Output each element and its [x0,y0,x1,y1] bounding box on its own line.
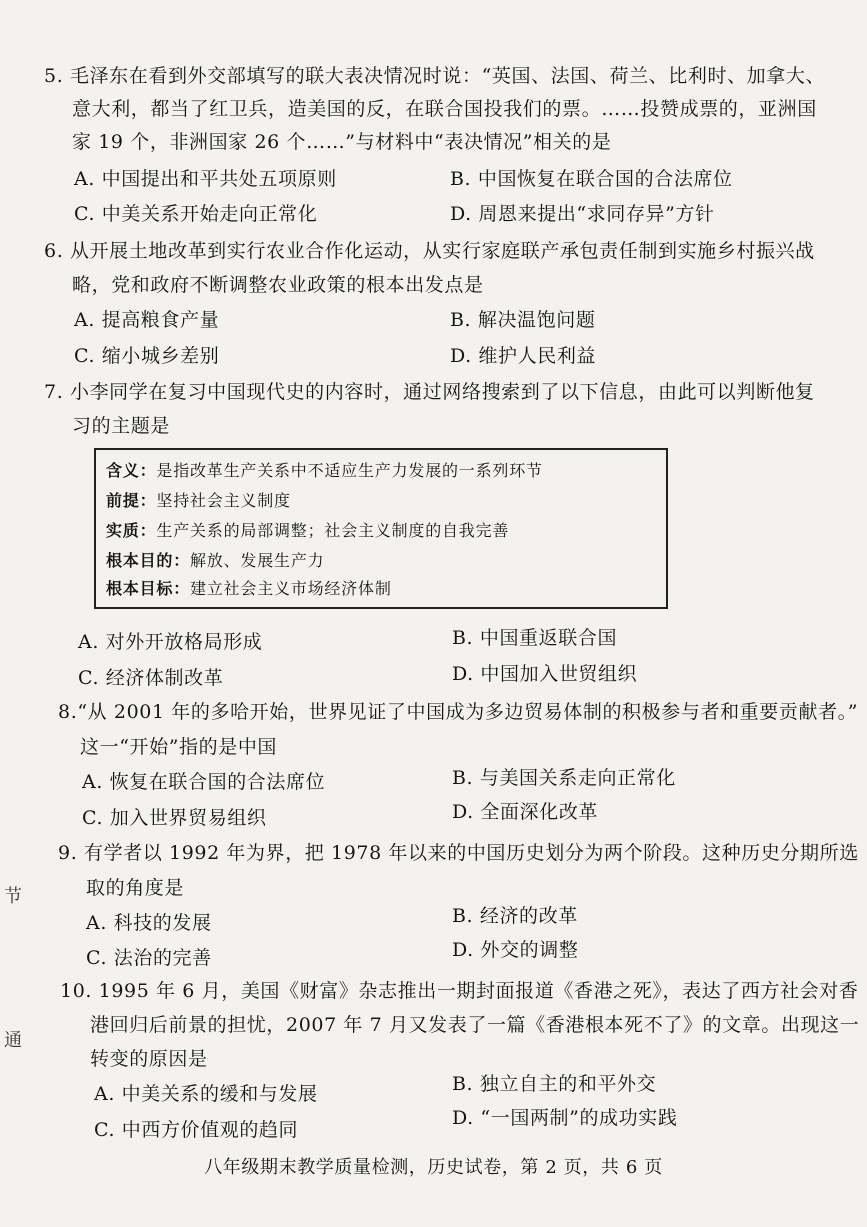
question-5-line-3: 家 19 个，非洲国家 26 个……”与材料中“表决情况”相关的是 [72,131,612,153]
question-8-line-2: 这一“开始”指的是中国 [80,736,278,758]
margin-mark: 通 [4,1030,22,1051]
question-10-option-b: B. 独立自主的和平外交 [452,1073,657,1095]
question-10-line-1: 10. 1995 年 6 月，美国《财富》杂志推出一期封面报道《香港之死》，表达了西方社会对香 [60,980,859,1002]
question-8-option-d: D. 全面深化改革 [452,801,599,823]
info-box-text: 解放、发展生产力 [190,551,325,570]
question-8-line-1: 8.“从 2001 年的多哈开始，世界见证了中国成为多边贸易体制的积极参与者和重要贡献者。” [58,701,859,723]
question-10-option-d: D. “一国两制”的成功实践 [452,1107,678,1129]
question-6-option-c: C. 缩小城乡差别 [74,345,220,367]
info-box-text: 生产关系的局部调整；社会主义制度的自我完善 [156,521,510,540]
question-7-option-c: C. 经济体制改革 [78,667,224,689]
page-footer: 八年级期末教学质量检测，历史试卷，第 2 页，共 6 页 [204,1157,663,1178]
margin-mark: 节 [4,886,22,907]
question-5-option-c: C. 中美关系开始走向正常化 [74,203,318,225]
info-box-text: 建立社会主义市场经济体制 [190,579,392,598]
info-box-row [106,520,509,542]
info-box-text: 是指改革生产关系中不适应生产力发展的一系列环节 [156,461,543,480]
question-7-line-2: 习的主题是 [72,415,171,437]
question-10-line-2: 港回归后前景的担忧，2007 年 7 月又发表了一篇《香港根本死不了》的文章。出现这一 [90,1014,860,1036]
info-box [94,448,668,609]
question-10-option-c: C. 中西方价值观的趋同 [94,1119,299,1141]
question-7-option-d: D. 中国加入世贸组织 [452,663,638,685]
question-5-option-a: A. 中国提出和平共处五项原则 [74,168,337,190]
question-10-line-3: 转变的原因是 [90,1048,208,1070]
question-6-line-2: 略，党和政府不断调整农业政策的根本出发点是 [72,274,484,296]
question-5-option-b: B. 中国恢复在联合国的合法席位 [450,168,733,190]
question-5-line-2: 意大利，都当了红卫兵，造美国的反，在联合国投我们的票。……投赞成票的，亚洲国 [72,98,817,120]
question-5-line-1: 5. 毛泽东在看到外交部填写的联大表决情况时说：“英国、法国、荷兰、比利时、加拿大、 [44,65,826,87]
question-6-option-b: B. 解决温饱问题 [450,309,596,331]
question-9-option-a: A. 科技的发展 [86,912,212,934]
question-6-option-a: A. 提高粮食产量 [74,309,220,331]
info-box-label: 根本目标： [106,579,191,598]
question-9-option-d: D. 外交的调整 [452,939,579,961]
question-9-line-2: 取的角度是 [86,877,185,899]
question-9-option-b: B. 经济的改革 [452,905,578,927]
question-10-option-a: A. 中美关系的缓和与发展 [94,1083,318,1105]
question-8-option-a: A. 恢复在联合国的合法席位 [82,771,326,793]
info-box-label: 实质： [106,521,157,540]
info-box-label: 前提： [106,491,157,510]
question-5-option-d: D. 周恩来提出“求同存异”方针 [450,203,715,225]
question-8-option-b: B. 与美国关系走向正常化 [452,767,676,789]
question-6-option-d: D. 维护人民利益 [450,345,597,367]
info-box-row [106,490,291,512]
question-6-line-1: 6. 从开展土地改革到实行农业合作化运动，从实行家庭联产承包责任制到实施乡村振兴战 [44,240,815,262]
question-7-option-b: B. 中国重返联合国 [452,627,618,649]
info-box-row [106,460,543,482]
info-box-row [106,578,392,600]
info-box-text: 坚持社会主义制度 [156,491,291,510]
question-7-option-a: A. 对外开放格局形成 [78,631,263,653]
question-7-line-1: 7. 小李同学在复习中国现代史的内容时，通过网络搜索到了以下信息，由此可以判断他复 [44,381,815,403]
question-9-line-1: 9. 有学者以 1992 年为界，把 1978 年以来的中国历史划分为两个阶段。这种历史分期所选 [58,842,859,864]
question-8-option-c: C. 加入世界贸易组织 [82,807,267,829]
info-box-label: 根本目的： [106,551,191,570]
info-box-row [106,550,324,572]
question-9-option-c: C. 法治的完善 [86,947,212,969]
info-box-label: 含义： [106,461,157,480]
